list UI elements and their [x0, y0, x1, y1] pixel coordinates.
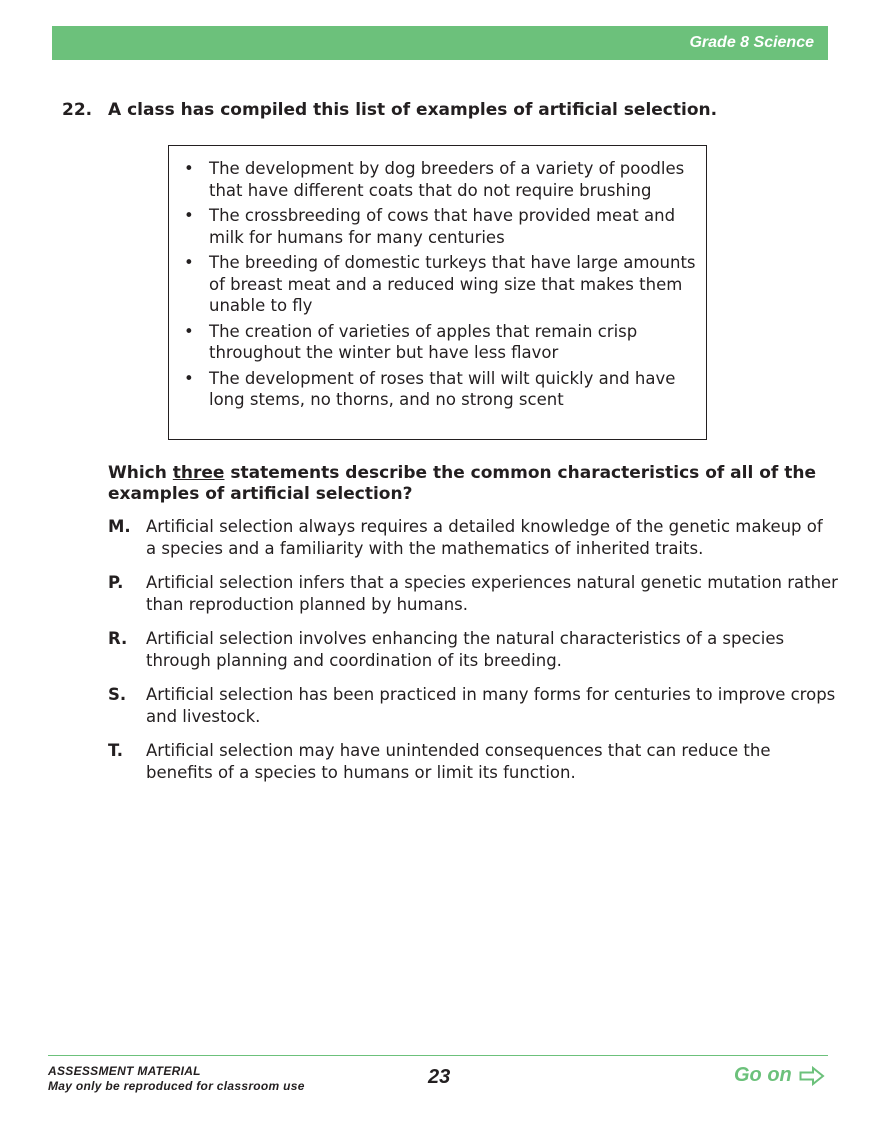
arrow-right-outline-icon — [799, 1066, 825, 1086]
example-item — [184, 321, 698, 364]
example-text: The breeding of domestic turkeys that have large amounts of breast meat and a reduced wing size that makes them unable to fly — [209, 253, 696, 315]
footer-line-2: May only be reproduced for classroom use — [48, 1079, 305, 1093]
prompt-after: statements describe the common characteristics of all of the examples of artificial selection? — [108, 463, 816, 504]
footer-divider — [48, 1055, 828, 1056]
bullet-icon: • — [184, 206, 194, 225]
choice-text: Artificial selection infers that a species experiences natural genetic mutation rather than reproduction planned by humans. — [146, 573, 838, 614]
prompt-before: Which — [108, 463, 173, 483]
go-on-button[interactable] — [734, 1064, 825, 1087]
example-item — [184, 252, 698, 317]
question-number: 22. — [62, 100, 93, 120]
choice-t[interactable] — [108, 740, 838, 784]
choice-text: Artificial selection has been practiced in many forms for centuries to improve crops and livestock. — [146, 685, 836, 726]
choice-letter: S. — [108, 685, 127, 704]
choice-r[interactable] — [108, 628, 838, 672]
example-item — [184, 368, 698, 411]
example-item — [184, 205, 698, 248]
example-item — [184, 158, 698, 201]
bullet-icon: • — [184, 159, 194, 178]
example-text: The development of roses that will wilt quickly and have long stems, no thorns, and no strong scent — [209, 368, 676, 409]
choice-s[interactable] — [108, 684, 838, 728]
choice-letter: M. — [108, 517, 131, 536]
example-text: The development by dog breeders of a variety of poodles that have different coats that do not require brushing — [209, 159, 685, 200]
choice-letter: P. — [108, 573, 124, 592]
header-title: Grade 8 Science — [689, 34, 814, 51]
header-bar — [52, 26, 828, 60]
page-number: 23 — [428, 1066, 451, 1088]
examples-box — [168, 145, 707, 440]
go-on-label: Go on — [734, 1064, 792, 1086]
choice-letter: R. — [108, 629, 128, 648]
examples-list — [169, 146, 706, 411]
footer-notice — [48, 1064, 305, 1094]
bullet-icon: • — [184, 321, 194, 341]
question-prompt — [108, 463, 838, 505]
choice-letter: T. — [108, 741, 124, 760]
choice-text: Artificial selection involves enhancing the natural characteristics of a species through planning and coordination of its breeding. — [146, 629, 785, 670]
choice-text: Artificial selection always requires a detailed knowledge of the genetic makeup of a species and a familiarity with the mathematics of inherited traits. — [146, 517, 823, 558]
bullet-icon: • — [184, 368, 194, 388]
answer-choices — [108, 516, 838, 796]
question-stem: A class has compiled this list of examples of artificial selection. — [108, 100, 718, 120]
choice-p[interactable] — [108, 572, 838, 616]
example-text: The crossbreeding of cows that have provided meat and milk for humans for many centuries — [209, 206, 676, 247]
bullet-icon: • — [184, 253, 194, 272]
choice-text: Artificial selection may have unintended consequences that can reduce the benefits of a species to humans or limit its function. — [146, 741, 771, 782]
prompt-emphasis: three — [172, 463, 225, 483]
example-text: The creation of varieties of apples that remain crisp throughout the winter but have less flavor — [209, 321, 638, 362]
choice-m[interactable] — [108, 516, 838, 560]
footer-line-1: ASSESSMENT MATERIAL — [48, 1064, 201, 1078]
